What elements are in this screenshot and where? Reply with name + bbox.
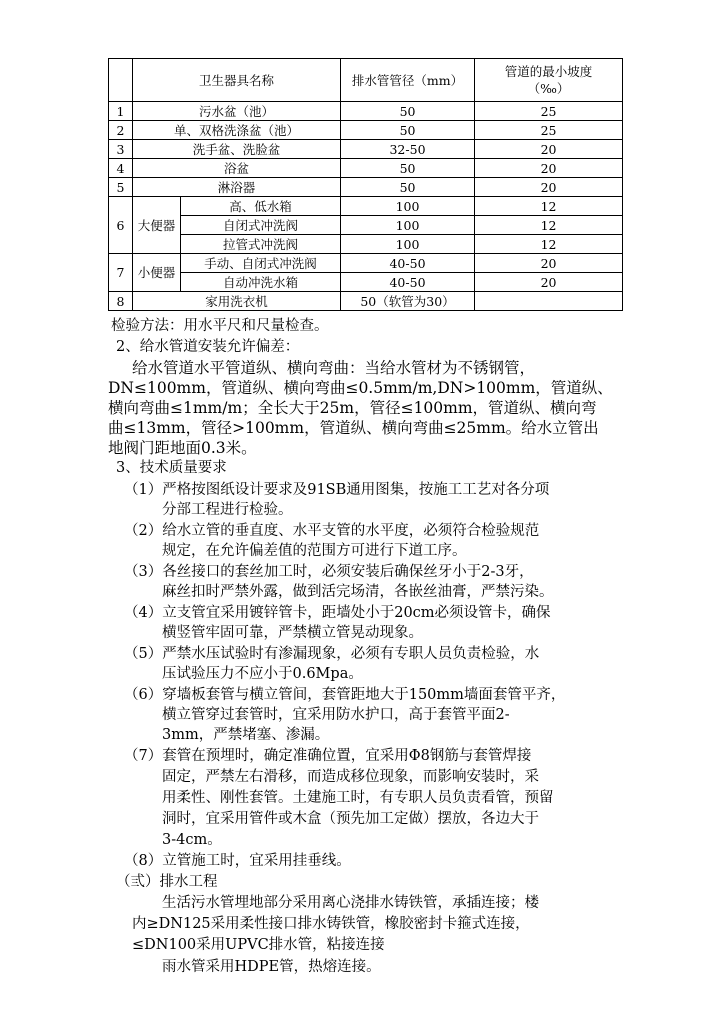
row-no: 2 <box>109 121 133 140</box>
row-diameter: 32-50 <box>341 140 475 159</box>
row-slope: 25 <box>475 102 623 121</box>
header-diameter: 排水管管径（mm） <box>341 59 475 102</box>
row-name: 洗手盆、洗脸盆 <box>133 140 341 159</box>
requirement-item-line: 分部工程进行检验。 <box>162 502 293 518</box>
row-name: 家用洗衣机 <box>133 292 341 311</box>
requirement-item-line: 固定，严禁左右滑移，而造成移位现象，而影响安装时，采 <box>162 769 539 785</box>
row-diameter: 100 <box>341 216 475 235</box>
row-no: 4 <box>109 159 133 178</box>
table-row <box>109 273 623 292</box>
requirement-item-line: （2）给水立管的垂直度、水平支管的水平度，必须符合检验规范 <box>124 523 540 539</box>
table-row <box>109 292 623 311</box>
requirement-item-line: 压试验压力不应小于0.6Mpa。 <box>162 666 363 682</box>
row-no: 5 <box>109 178 133 197</box>
inspection-method: 检验方法：用水平尺和尺量检查。 <box>111 318 329 334</box>
row-diameter: 100 <box>341 235 475 254</box>
requirement-item-line: 3mm，严禁堵塞、渗漏。 <box>162 727 330 743</box>
row-slope: 12 <box>475 235 623 254</box>
requirement-item-line: 麻丝扣时严禁外露，做到活完场清，各嵌丝油膏，严禁污染。 <box>162 584 554 600</box>
row-no: 6 <box>109 197 133 254</box>
requirement-item-line: 用柔性、刚性套管。土建施工时，有专职人员负责看管，预留 <box>162 790 554 806</box>
header-name: 卫生器具名称 <box>133 59 341 102</box>
row-diameter: 40-50 <box>341 254 475 273</box>
row-slope: 12 <box>475 216 623 235</box>
section-2-paragraph-line: 横向弯曲≤1mm/m；全长大于25m，管径≤100mm，管道纵、横向弯 <box>108 399 597 417</box>
section-2-paragraph-line: 地阀门距地面0.3米。 <box>108 439 257 457</box>
row-diameter: 100 <box>341 197 475 216</box>
requirement-item-line: （5）严禁水压试验时有渗漏现象，必须有专职人员负责检验，水 <box>124 646 540 662</box>
header-slope <box>475 59 623 102</box>
row-slope: 25 <box>475 121 623 140</box>
row-slope: 20 <box>475 159 623 178</box>
row-no: 7 <box>109 254 133 292</box>
section-2-title: 2、给水管道安装允许偏差： <box>116 339 300 355</box>
requirement-item-line: 横立管穿过套管时，宜采用防水护口，高于套管平面2- <box>162 707 510 723</box>
table-row <box>109 254 623 273</box>
row-diameter: 50（软管为30） <box>341 292 475 311</box>
requirement-item-line: 横竖管牢固可靠，严禁横立管晃动现象。 <box>162 625 423 641</box>
row-name: 自闭式冲洗阀 <box>181 216 341 235</box>
table-header-row <box>109 59 623 102</box>
row-diameter: 50 <box>341 159 475 178</box>
row-group: 大便器 <box>133 197 181 254</box>
section-3-title: 3、技术质量要求 <box>116 460 227 476</box>
drainage-section-title: （弎）排水工程 <box>116 874 218 890</box>
requirement-item-line: 3-4cm。 <box>162 832 222 848</box>
drain-pipe-slope-table <box>108 58 623 311</box>
row-no: 3 <box>109 140 133 159</box>
header-slope-line2: （‰） <box>527 81 570 96</box>
row-slope: 20 <box>475 178 623 197</box>
requirement-item-line: （4）立支管宜采用镀锌管卡，距墙处小于20cm必须设管卡，确保 <box>124 605 551 621</box>
requirement-item-line: （1）严格按图纸设计要求及91SB通用图集，按施工工艺对各分项 <box>124 482 550 498</box>
table-row <box>109 235 623 254</box>
drainage-paragraph-line: 雨水管采用HDPE管，热熔连接。 <box>162 959 381 975</box>
section-2-paragraph-line: DN≤100mm，管道纵、横向弯曲≤0.5mm/m,DN>100mm，管道纵、 <box>108 379 613 397</box>
row-no: 1 <box>109 102 133 121</box>
row-diameter: 50 <box>341 121 475 140</box>
row-diameter: 50 <box>341 178 475 197</box>
table-row <box>109 102 623 121</box>
row-slope: 20 <box>475 140 623 159</box>
requirement-item-line: （7）套管在预埋时，确定准确位置，宜采用Φ8钢筋与套管焊接 <box>124 748 532 764</box>
drainage-paragraph-line: 内≥DN125采用柔性接口排水铸铁管，橡胶密封卡箍式连接， <box>132 916 530 932</box>
row-name: 单、双格洗涤盆（池） <box>133 121 341 140</box>
row-name: 浴盆 <box>133 159 341 178</box>
row-name: 拉管式冲洗阀 <box>181 235 341 254</box>
drainage-paragraph-line: 生活污水管埋地部分采用离心浇排水铸铁管，承插连接；楼 <box>162 895 539 911</box>
requirement-item-line: （8）立管施工时，宜采用挂垂线。 <box>124 853 351 869</box>
drainage-paragraph-line: ≤DN100采用UPVC排水管，粘接连接 <box>132 937 385 953</box>
table-row <box>109 178 623 197</box>
row-group: 小便器 <box>133 254 181 292</box>
row-name: 自动冲洗水箱 <box>181 273 341 292</box>
header-no <box>109 59 133 102</box>
row-slope <box>475 292 623 311</box>
row-diameter: 50 <box>341 102 475 121</box>
section-2-paragraph-line: 给水管道水平管道纵、横向弯曲：当给水管材为不锈钢管， <box>132 359 536 377</box>
row-name: 淋浴器 <box>133 178 341 197</box>
requirement-item-line: （6）穿墙板套管与横立管间，套管距地大于150mm墙面套管平齐， <box>124 687 566 703</box>
row-slope: 12 <box>475 197 623 216</box>
table-row <box>109 140 623 159</box>
header-slope-line1: 管道的最小坡度 <box>504 64 593 79</box>
row-no: 8 <box>109 292 133 311</box>
table-row <box>109 121 623 140</box>
table-row <box>109 197 623 216</box>
table-row <box>109 216 623 235</box>
row-slope: 20 <box>475 254 623 273</box>
row-name: 手动、自闭式冲洗阀 <box>181 254 341 273</box>
row-name: 污水盆（池） <box>133 102 341 121</box>
table-row <box>109 159 623 178</box>
requirement-item-line: 洞时，宜采用管件或木盒（预先加工定做）摆放，各边大于 <box>162 811 539 827</box>
row-slope: 20 <box>475 273 623 292</box>
requirement-item-line: 规定，在允许偏差值的范围方可进行下道工序。 <box>162 543 467 559</box>
section-2-paragraph-line: 曲≤13mm，管径>100mm，管道纵、横向弯曲≤25mm。给水立管出 <box>108 419 599 437</box>
row-diameter: 40-50 <box>341 273 475 292</box>
row-name: 高、低水箱 <box>181 197 341 216</box>
requirement-item-line: （3）各丝接口的套丝加工时，必须安装后确保丝牙小于2-3牙， <box>124 564 534 580</box>
